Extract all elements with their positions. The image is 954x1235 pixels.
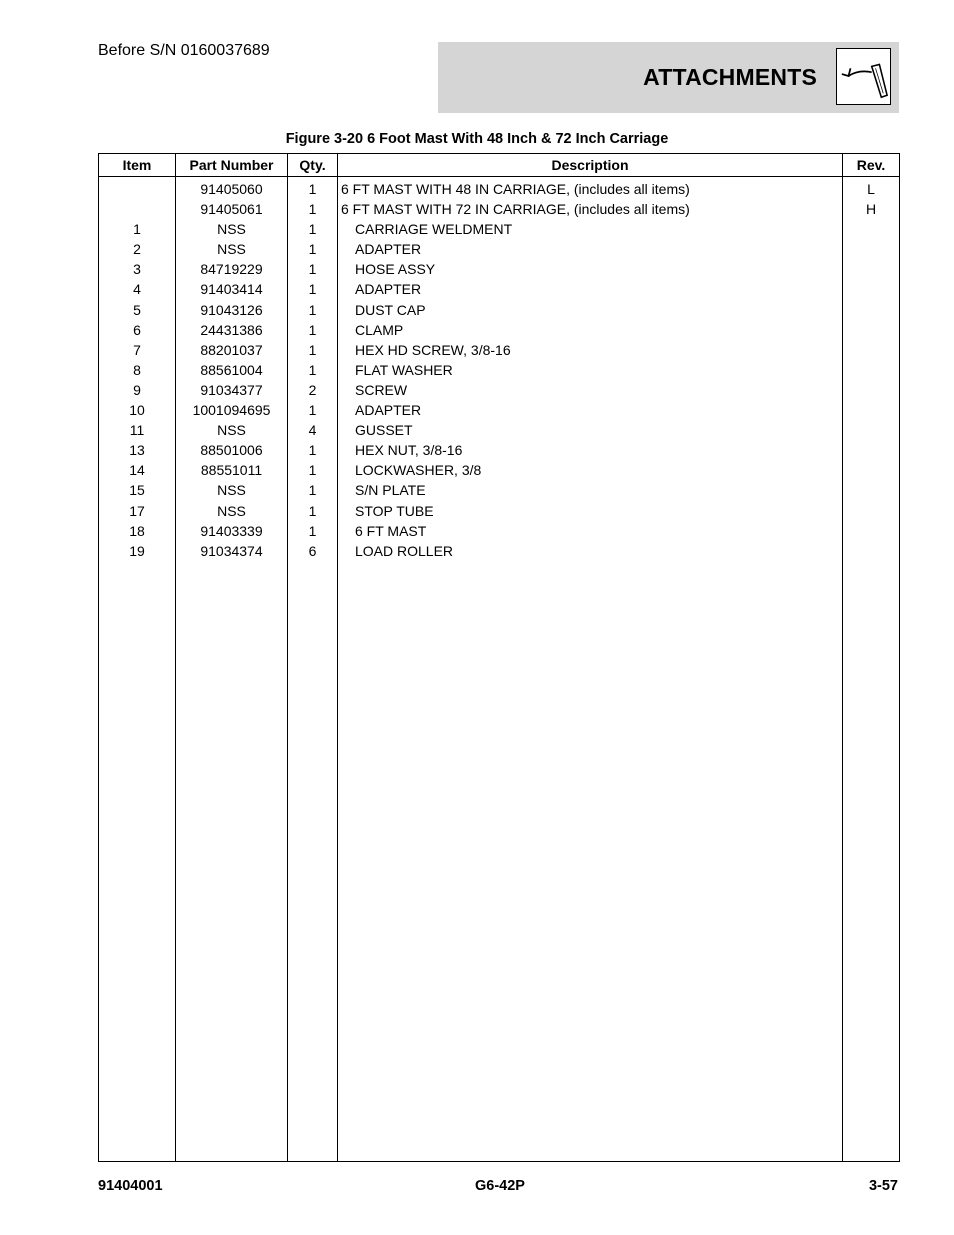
cell-description: SCREW bbox=[338, 380, 843, 400]
cell-qty: 6 bbox=[288, 541, 338, 561]
filler-cell bbox=[843, 561, 900, 1162]
table-filler-row bbox=[99, 561, 900, 1162]
cell-description: ADAPTER bbox=[338, 239, 843, 259]
cell-rev bbox=[843, 501, 900, 521]
cell-description: 6 FT MAST bbox=[338, 521, 843, 541]
cell-qty: 1 bbox=[288, 480, 338, 500]
cell-part-number: 91034374 bbox=[176, 541, 288, 561]
cell-item: 17 bbox=[99, 501, 176, 521]
cell-description: LOCKWASHER, 3/8 bbox=[338, 460, 843, 480]
table-row bbox=[99, 360, 900, 380]
filler-cell bbox=[176, 561, 288, 1162]
cell-part-number: NSS bbox=[176, 219, 288, 239]
cell-item: 1 bbox=[99, 219, 176, 239]
serial-note: Before S/N 0160037689 bbox=[98, 42, 270, 59]
column-header-qty: Qty. bbox=[288, 154, 338, 177]
cell-qty: 1 bbox=[288, 219, 338, 239]
table-row bbox=[99, 259, 900, 279]
cell-rev bbox=[843, 541, 900, 561]
cell-qty: 2 bbox=[288, 380, 338, 400]
cell-part-number: NSS bbox=[176, 501, 288, 521]
cell-rev bbox=[843, 380, 900, 400]
table-row bbox=[99, 300, 900, 320]
table-row bbox=[99, 521, 900, 541]
cell-item: 19 bbox=[99, 541, 176, 561]
cell-item: 2 bbox=[99, 239, 176, 259]
cell-rev bbox=[843, 259, 900, 279]
table-row bbox=[99, 320, 900, 340]
cell-qty: 1 bbox=[288, 177, 338, 200]
cell-rev bbox=[843, 300, 900, 320]
figure-title: Figure 3-20 6 Foot Mast With 48 Inch & 72 Inch Carriage bbox=[285, 131, 669, 147]
table-row bbox=[99, 480, 900, 500]
table-row bbox=[99, 380, 900, 400]
cell-rev: L bbox=[843, 177, 900, 200]
parts-table-body bbox=[99, 177, 900, 1162]
cell-qty: 1 bbox=[288, 279, 338, 299]
cell-qty: 1 bbox=[288, 460, 338, 480]
cell-part-number: 88561004 bbox=[176, 360, 288, 380]
cell-qty: 1 bbox=[288, 239, 338, 259]
cell-rev: H bbox=[843, 199, 900, 219]
cell-item bbox=[99, 177, 176, 200]
cell-description: HEX HD SCREW, 3/8-16 bbox=[338, 340, 843, 360]
cell-description: STOP TUBE bbox=[338, 501, 843, 521]
cell-qty: 1 bbox=[288, 320, 338, 340]
table-header-row bbox=[99, 154, 900, 177]
cell-part-number: 88201037 bbox=[176, 340, 288, 360]
cell-description: CLAMP bbox=[338, 320, 843, 340]
cell-description: HEX NUT, 3/8-16 bbox=[338, 440, 843, 460]
section-title: ATTACHMENTS bbox=[643, 64, 817, 90]
cell-description: CARRIAGE WELDMENT bbox=[338, 219, 843, 239]
cell-part-number: 88501006 bbox=[176, 440, 288, 460]
cell-description: ADAPTER bbox=[338, 279, 843, 299]
cell-description: LOAD ROLLER bbox=[338, 541, 843, 561]
footer-page-number: 3-57 bbox=[868, 1178, 898, 1194]
cell-description: ADAPTER bbox=[338, 400, 843, 420]
table-row bbox=[99, 420, 900, 440]
cell-rev bbox=[843, 440, 900, 460]
cell-item: 11 bbox=[99, 420, 176, 440]
wrench-tool-icon bbox=[836, 48, 891, 105]
footer-model: G6-42P bbox=[475, 1178, 525, 1194]
cell-item bbox=[99, 199, 176, 219]
cell-part-number: 84719229 bbox=[176, 259, 288, 279]
cell-part-number: NSS bbox=[176, 420, 288, 440]
cell-description: S/N PLATE bbox=[338, 480, 843, 500]
cell-rev bbox=[843, 320, 900, 340]
filler-cell bbox=[99, 561, 176, 1162]
filler-cell bbox=[288, 561, 338, 1162]
cell-qty: 1 bbox=[288, 360, 338, 380]
table-row bbox=[99, 501, 900, 521]
cell-rev bbox=[843, 460, 900, 480]
cell-qty: 1 bbox=[288, 199, 338, 219]
cell-item: 6 bbox=[99, 320, 176, 340]
cell-part-number: 91405060 bbox=[176, 177, 288, 200]
cell-item: 10 bbox=[99, 400, 176, 420]
cell-qty: 1 bbox=[288, 400, 338, 420]
cell-item: 7 bbox=[99, 340, 176, 360]
cell-part-number: 91405061 bbox=[176, 199, 288, 219]
column-header-part-number: Part Number bbox=[176, 154, 288, 177]
cell-qty: 1 bbox=[288, 501, 338, 521]
cell-description: GUSSET bbox=[338, 420, 843, 440]
cell-item: 4 bbox=[99, 279, 176, 299]
table-row bbox=[99, 219, 900, 239]
cell-description: HOSE ASSY bbox=[338, 259, 843, 279]
table-row bbox=[99, 340, 900, 360]
cell-item: 9 bbox=[99, 380, 176, 400]
cell-part-number: NSS bbox=[176, 480, 288, 500]
cell-part-number: NSS bbox=[176, 239, 288, 259]
cell-rev bbox=[843, 340, 900, 360]
cell-part-number: 88551011 bbox=[176, 460, 288, 480]
cell-rev bbox=[843, 360, 900, 380]
cell-rev bbox=[843, 480, 900, 500]
cell-rev bbox=[843, 239, 900, 259]
filler-cell bbox=[338, 561, 843, 1162]
table-row bbox=[99, 541, 900, 561]
cell-qty: 1 bbox=[288, 440, 338, 460]
cell-description: 6 FT MAST WITH 48 IN CARRIAGE, (includes all items) bbox=[338, 177, 843, 200]
table-row bbox=[99, 239, 900, 259]
cell-item: 15 bbox=[99, 480, 176, 500]
cell-rev bbox=[843, 219, 900, 239]
table-row bbox=[99, 199, 900, 219]
table-row bbox=[99, 440, 900, 460]
cell-item: 8 bbox=[99, 360, 176, 380]
cell-item: 14 bbox=[99, 460, 176, 480]
column-header-rev: Rev. bbox=[843, 154, 900, 177]
cell-part-number: 24431386 bbox=[176, 320, 288, 340]
cell-item: 5 bbox=[99, 300, 176, 320]
cell-rev bbox=[843, 400, 900, 420]
cell-rev bbox=[843, 420, 900, 440]
cell-qty: 1 bbox=[288, 340, 338, 360]
cell-qty: 4 bbox=[288, 420, 338, 440]
cell-description: 6 FT MAST WITH 72 IN CARRIAGE, (includes all items) bbox=[338, 199, 843, 219]
table-row bbox=[99, 400, 900, 420]
cell-part-number: 91043126 bbox=[176, 300, 288, 320]
table-row bbox=[99, 279, 900, 299]
cell-item: 13 bbox=[99, 440, 176, 460]
cell-description: FLAT WASHER bbox=[338, 360, 843, 380]
column-header-item: Item bbox=[99, 154, 176, 177]
cell-qty: 1 bbox=[288, 259, 338, 279]
cell-rev bbox=[843, 279, 900, 299]
cell-part-number: 91403339 bbox=[176, 521, 288, 541]
parts-table bbox=[98, 153, 900, 1162]
column-header-description: Description bbox=[338, 154, 843, 177]
cell-item: 18 bbox=[99, 521, 176, 541]
cell-rev bbox=[843, 521, 900, 541]
cell-qty: 1 bbox=[288, 521, 338, 541]
footer-doc-number: 91404001 bbox=[98, 1178, 163, 1194]
cell-item: 3 bbox=[99, 259, 176, 279]
table-row bbox=[99, 460, 900, 480]
section-banner bbox=[438, 42, 899, 113]
cell-part-number: 91403414 bbox=[176, 279, 288, 299]
cell-description: DUST CAP bbox=[338, 300, 843, 320]
cell-qty: 1 bbox=[288, 300, 338, 320]
cell-part-number: 91034377 bbox=[176, 380, 288, 400]
table-row bbox=[99, 177, 900, 200]
cell-part-number: 1001094695 bbox=[176, 400, 288, 420]
